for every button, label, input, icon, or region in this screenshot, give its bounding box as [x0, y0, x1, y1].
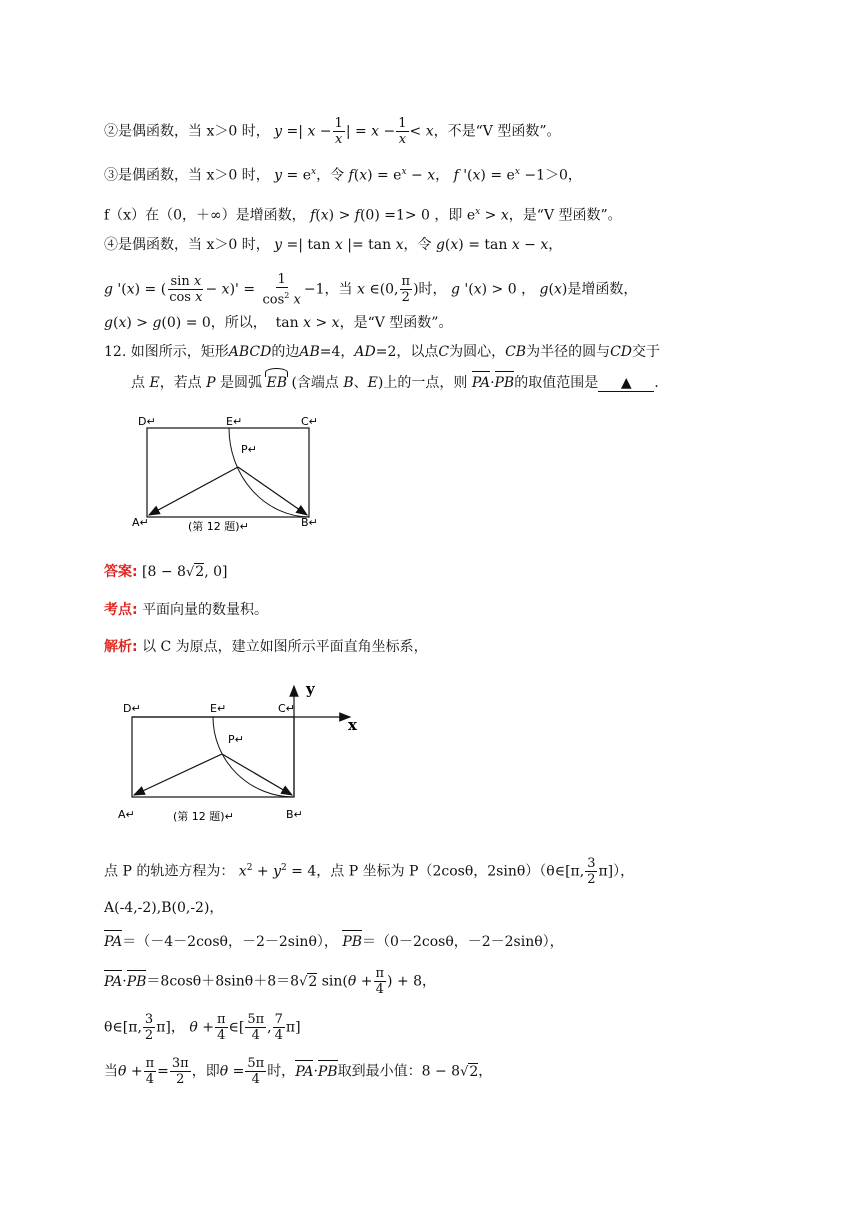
- label-c: C↵: [278, 702, 295, 715]
- label-a: A↵: [132, 516, 149, 529]
- arc-eb: [229, 428, 309, 517]
- coordinate-figure: [118, 682, 378, 832]
- figure-caption: (第 12 题)↵: [188, 520, 249, 533]
- label-b: B↵: [301, 516, 318, 529]
- solution-line-1: 点 P 的轨迹方程为： $x^2 + y^2 = 4$，点 P 坐标为 P（2cosθ，2sinθ）（θ∈[π, $\frac{3}{2}$ π]），: [104, 856, 635, 887]
- vector-pb: [238, 467, 307, 515]
- problem-12-line-1: 12. 如图所示，矩形ABCD的边AB=4，AD=2，以点C为圆心，CB为半径的圆与CD交于: [104, 344, 661, 360]
- line-conclusion: g(x) > g(0) = 0，所以， tan x > x，是“V 型函数”。: [104, 315, 453, 331]
- vector-pa: [134, 754, 222, 795]
- line-case-2: ②是偶函数，当 x＞0 时， y =| x − $\frac{1}{x}$ | = x − $\frac{1}{x}$ < x，不是“V 型函数”。: [104, 116, 561, 147]
- solution-line-2: A(-4,-2),B(0,-2)，: [104, 900, 224, 916]
- axis-x-label: x: [348, 716, 357, 734]
- label-a: A↵: [118, 808, 135, 821]
- answer-line: 答案: [8 − 8√2, 0]: [104, 564, 228, 580]
- vector-pb: [222, 754, 292, 795]
- label-d: D↵: [138, 415, 156, 428]
- figure-caption: (第 12 题)↵: [173, 810, 234, 823]
- solution-line-4: PA·PB＝8cosθ＋8sinθ＋8＝8√2 sin(θ + $\frac{\pi}{4}$ ) + 8，: [104, 966, 437, 997]
- line-increasing: f（x）在（0，＋∞）是增函数， f(x) > f(0) =1> 0 ，即 $e^x > x$，是“V 型函数”。: [104, 207, 622, 224]
- axis-y-label: y: [306, 682, 315, 698]
- kaodian-line: 考点: 平面向量的数量积。: [104, 602, 269, 618]
- answer-blank: ▲: [598, 375, 654, 392]
- line-case-4: ④是偶函数，当 x＞0 时， y =| tan x |= tan x，令 g(x) = tan x − x，: [104, 237, 563, 253]
- label-e: E↵: [210, 702, 227, 715]
- arc-eb: [213, 717, 294, 797]
- label-p: P↵: [241, 443, 257, 456]
- jiexi-line: 解析: 以 C 为原点，建立如图所示平面直角坐标系，: [104, 639, 428, 655]
- solution-line-6: 当θ + $\frac{\pi}{4}$ = $\frac{3\pi}{2}$ ，即θ = $\frac{5\pi}{4}$ 时，PA·PB取到最小值：8 − 8√2，: [104, 1056, 493, 1087]
- line-derivative: g '(x) = ( $\frac{\text{sin x}}{\text{cos x}}$ − x)' = $\frac{1}{\cos^2 x}$ −1，当 x ∈(0, $\frac{\pi}{2}$ )时， g '(x) > 0 ， g(x)是增函数，: [104, 272, 638, 308]
- problem-12-line-2: 点 E，若点 P 是圆弧 EB (含端点 B、E)上的一点，则 PA·PB的取值范围是 ▲ .: [131, 375, 659, 391]
- label-d: D↵: [123, 702, 141, 715]
- label-c: C↵: [301, 415, 318, 428]
- label-p: P↵: [228, 733, 244, 746]
- line-case-3: ③是偶函数，当 x＞0 时， $y = e^x$，令 $f(x) = e^x - x$， f '$(x) = e^x -1>0$，: [104, 167, 582, 184]
- label-b: B↵: [286, 808, 303, 821]
- label-e: E↵: [226, 415, 243, 428]
- solution-line-3: PA＝（－4－2cosθ，－2－2sinθ）， PB＝（0－2cosθ，－2－2sinθ），: [104, 934, 564, 950]
- vector-pa: [149, 467, 238, 515]
- problem-12-figure: [128, 408, 348, 538]
- solution-line-5: θ∈[π, $\frac{3}{2}$ π]， θ + $\frac{\pi}{4}$ ∈[ $\frac{5\pi}{4}$ , $\frac{7}{4}$ π]: [104, 1012, 301, 1043]
